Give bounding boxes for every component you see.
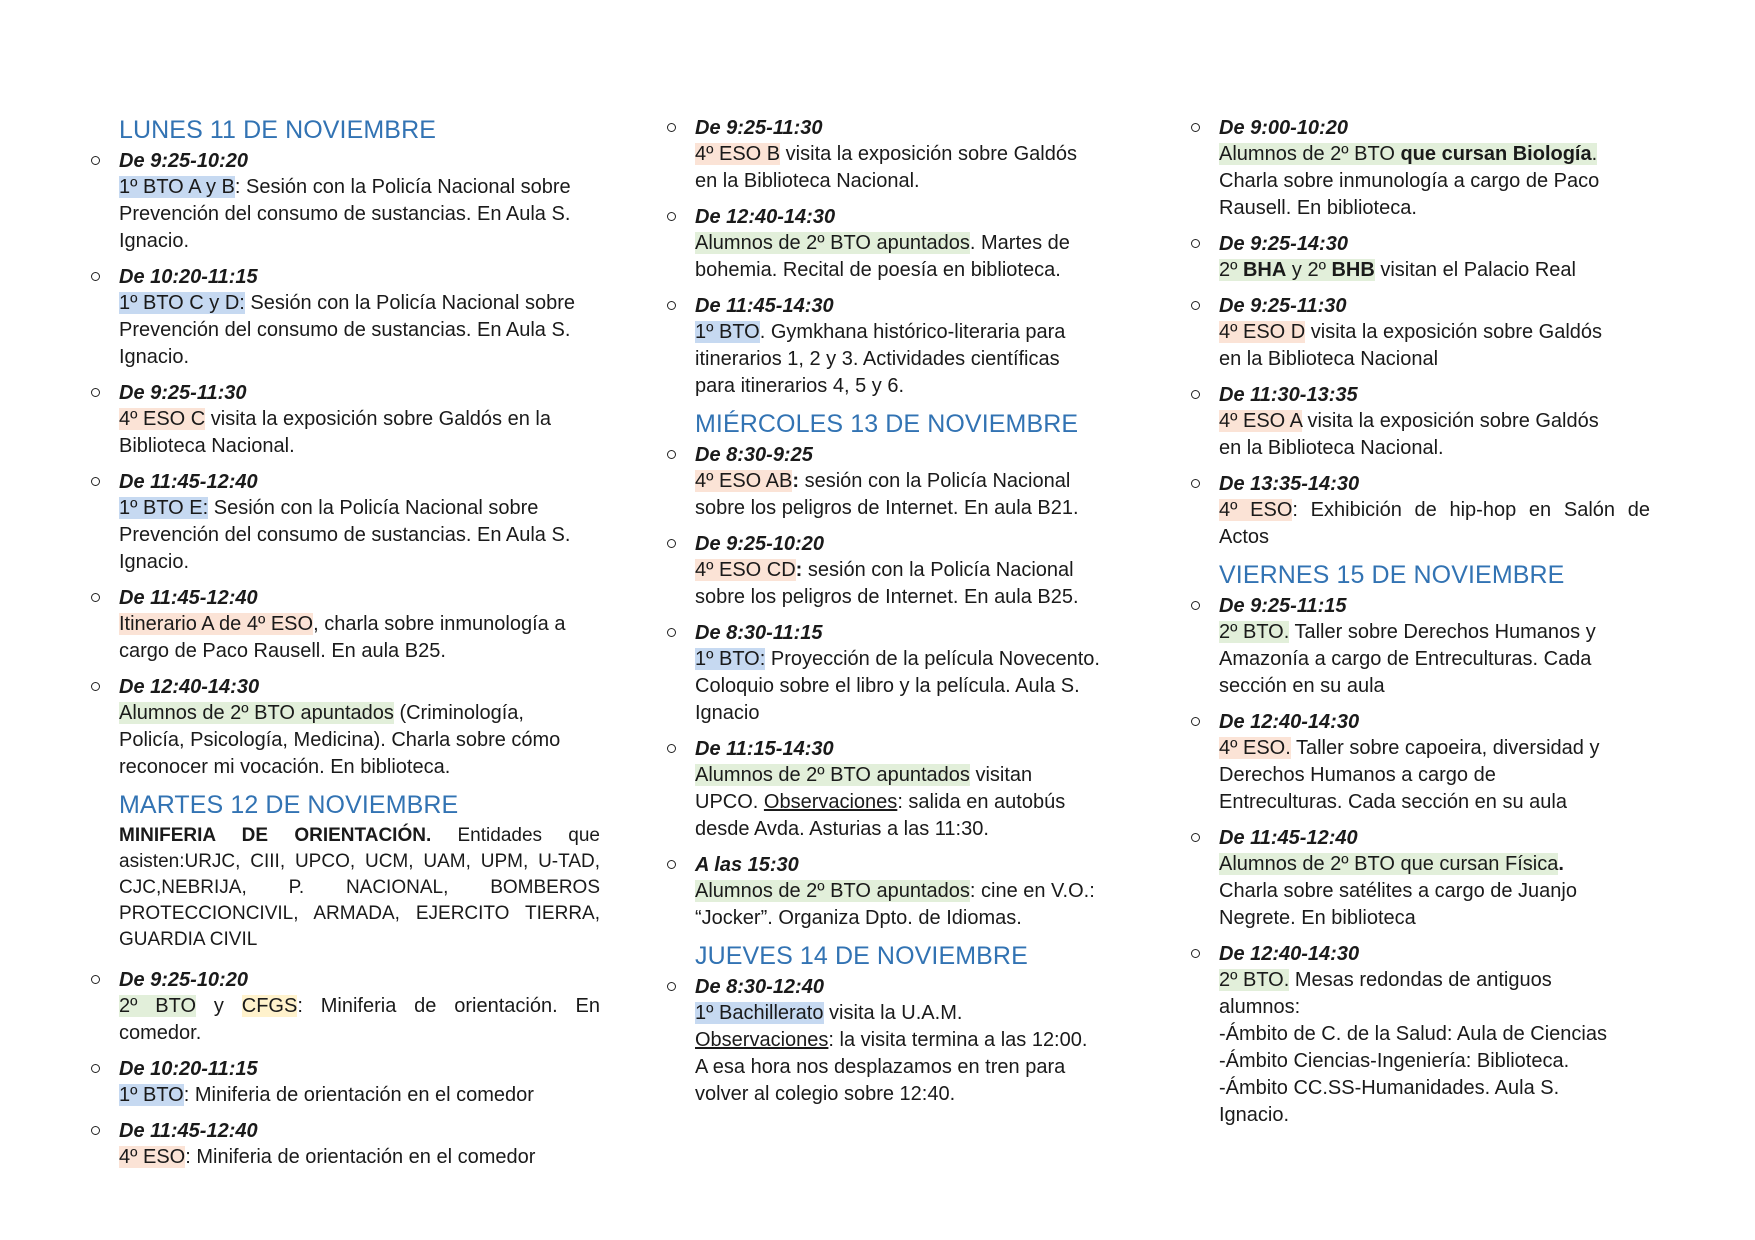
day-heading: LUNES 11 DE NOVIEMBRE	[119, 116, 437, 144]
text-line	[695, 905, 1126, 932]
text-segment: : Exhibición de hip-hop en Salón de Actos	[1219, 499, 1650, 548]
activity-description	[119, 993, 600, 1047]
time-range: De 12:40-14:30	[1219, 711, 1360, 733]
text-line	[119, 433, 600, 460]
text-segment: “Jocker”. Organiza Dpto. de Idiomas.	[695, 907, 1022, 929]
text-segment: : Miniferia de orientación en el comedor	[183, 1084, 534, 1106]
highlighted-group: CFGS	[241, 995, 298, 1017]
text-line	[695, 762, 1126, 789]
text-segment: visita la U.A.M.	[823, 1002, 963, 1024]
highlighted-group: 2º	[1219, 259, 1243, 281]
text-segment: : Sesión con la Policía Nacional sobre	[234, 176, 571, 198]
schedule-item	[664, 204, 1126, 284]
activity-description	[1219, 967, 1650, 1129]
text-segment: visita la exposición sobre Galdós	[1305, 321, 1603, 343]
time-range: De 10:20-11:15	[119, 1058, 258, 1080]
schedule-item	[88, 380, 600, 460]
text-segment: -Ámbito CC.SS-Humanidades. Aula S.	[1219, 1077, 1560, 1099]
text-line	[1219, 1048, 1650, 1075]
activity-description	[119, 174, 600, 255]
text-segment: visita la exposición sobre Galdós	[780, 143, 1077, 165]
hollow-circle-bullet-icon	[91, 593, 100, 602]
underlined-text: Observaciones	[695, 1029, 829, 1051]
text-line	[1219, 1102, 1650, 1129]
hollow-circle-bullet-icon	[1191, 601, 1200, 610]
text-segment: : cine en V.O.:	[969, 880, 1095, 902]
time-range: De 11:30-13:35	[1219, 384, 1358, 406]
schedule-item	[1188, 382, 1650, 462]
text-line	[1219, 878, 1650, 905]
text-segment: UPCO.	[695, 791, 764, 813]
schedule-item	[664, 974, 1126, 1108]
highlighted-group: 1º BTO E:	[119, 497, 209, 519]
time-range: De 13:35-14:30	[1219, 473, 1360, 495]
time-range: De 11:45-14:30	[695, 295, 834, 317]
hollow-circle-bullet-icon	[1191, 949, 1200, 958]
hollow-circle-bullet-icon	[1191, 123, 1200, 132]
text-line	[119, 638, 600, 665]
text-segment: .	[1558, 853, 1564, 875]
text-segment: . Gymkhana histórico-literaria para	[759, 321, 1066, 343]
text-line	[119, 228, 600, 255]
text-segment: Derechos Humanos a cargo de	[1219, 764, 1496, 786]
highlighted-group: Alumnos de 2º BTO apuntados	[695, 764, 970, 786]
hollow-circle-bullet-icon	[1191, 239, 1200, 248]
text-line	[1219, 497, 1650, 551]
time-range: De 11:15-14:30	[695, 738, 834, 760]
activity-description	[1219, 257, 1650, 284]
highlighted-group: y 2º	[1286, 259, 1332, 281]
schedule-item	[88, 967, 600, 1047]
activity-description	[695, 878, 1126, 932]
activity-description	[695, 762, 1126, 843]
text-line	[695, 673, 1126, 700]
text-segment: en la Biblioteca Nacional.	[1219, 437, 1444, 459]
text-line	[695, 700, 1126, 727]
time-range: De 8:30-12:40	[695, 976, 824, 998]
activity-description	[1219, 408, 1650, 462]
text-segment: -Ámbito Ciencias-Ingeniería: Biblioteca.	[1219, 1050, 1570, 1072]
activity-description	[119, 1082, 600, 1109]
activity-description	[695, 557, 1126, 611]
text-segment: Prevención del consumo de sustancias. En Aula S.	[119, 524, 571, 546]
hollow-circle-bullet-icon	[667, 212, 676, 221]
text-line	[1219, 319, 1650, 346]
schedule-item	[88, 469, 600, 576]
text-line	[695, 346, 1126, 373]
hollow-circle-bullet-icon	[91, 156, 100, 165]
column-2	[664, 115, 1126, 1117]
text-segment: cargo de Paco Rausell. En aula B25.	[119, 640, 446, 662]
hollow-circle-bullet-icon	[91, 682, 100, 691]
hollow-circle-bullet-icon	[667, 860, 676, 869]
hollow-circle-bullet-icon	[1191, 833, 1200, 842]
activity-description	[119, 700, 600, 781]
text-line	[1219, 762, 1650, 789]
text-segment: sesión con la Policía Nacional	[799, 470, 1071, 492]
schedule-item	[1188, 709, 1650, 816]
hollow-circle-bullet-icon	[667, 301, 676, 310]
hollow-circle-bullet-icon	[1191, 479, 1200, 488]
text-line	[695, 319, 1126, 346]
schedule-item	[1188, 471, 1650, 551]
text-segment: Sesión con la Policía Nacional sobre	[244, 292, 576, 314]
text-segment: visita la exposición sobre Galdós en la	[205, 408, 551, 430]
highlighted-group: Itinerario A de 4º ESO	[119, 613, 314, 635]
time-range: De 9:25-11:30	[695, 117, 823, 139]
text-line	[1219, 905, 1650, 932]
text-segment: sobre los peligros de Internet. En aula B21.	[695, 497, 1079, 519]
highlighted-group: 2º BTO.	[1219, 969, 1290, 991]
highlighted-group: 4º ESO A	[1219, 410, 1302, 432]
activity-description	[1219, 497, 1650, 551]
text-segment: Ignacio.	[119, 346, 190, 368]
hollow-circle-bullet-icon	[91, 1064, 100, 1073]
text-line	[695, 495, 1126, 522]
text-line	[1219, 1075, 1650, 1102]
schedule-item	[664, 115, 1126, 195]
time-range: De 8:30-9:25	[695, 444, 813, 466]
text-segment: Taller sobre Derechos Humanos y	[1289, 621, 1596, 643]
hollow-circle-bullet-icon	[1191, 390, 1200, 399]
hollow-circle-bullet-icon	[667, 628, 676, 637]
time-range: De 8:30-11:15	[695, 622, 823, 644]
text-segment: Mesas redondas de antiguos	[1289, 969, 1552, 991]
underlined-text: Observaciones	[763, 791, 898, 813]
highlighted-group: 4º ESO CD	[695, 559, 796, 581]
text-segment: sección en su aula	[1219, 675, 1385, 697]
activity-description	[119, 495, 600, 576]
text-line	[1219, 435, 1650, 462]
text-segment: . Martes de	[969, 232, 1070, 254]
text-segment: Charla sobre inmunología a cargo de Paco	[1219, 170, 1600, 192]
text-line	[695, 141, 1126, 168]
text-segment: Entreculturas. Cada sección en su aula	[1219, 791, 1567, 813]
text-line	[1219, 408, 1650, 435]
text-segment: NEBRIJA, P. NACIONAL, BOMBEROS PROTECCION	[119, 877, 600, 924]
text-segment: (Criminología,	[393, 702, 524, 724]
activity-description	[695, 230, 1126, 284]
text-line	[695, 789, 1126, 816]
text-line	[695, 1054, 1126, 1081]
hollow-circle-bullet-icon	[667, 123, 676, 132]
time-range: De 9:25-10:20	[695, 533, 824, 555]
text-line	[119, 611, 600, 638]
time-range: De 9:25-11:15	[1219, 595, 1347, 617]
text-line	[695, 557, 1126, 584]
text-segment: : la visita termina a las 12:00.	[828, 1029, 1088, 1051]
text-segment: para itinerarios 4, 5 y 6.	[695, 375, 904, 397]
text-segment: Prevención del consumo de sustancias. En Aula S.	[119, 203, 571, 225]
text-segment: A esa hora nos desplazamos en tren para	[695, 1056, 1066, 1078]
highlighted-group: 4º ESO	[119, 1146, 186, 1168]
hollow-circle-bullet-icon	[91, 975, 100, 984]
column-3	[1188, 115, 1650, 1138]
activity-description	[695, 468, 1126, 522]
text-line	[695, 230, 1126, 257]
schedule-item	[664, 531, 1126, 611]
text-line	[1219, 257, 1650, 284]
hollow-circle-bullet-icon	[91, 1126, 100, 1135]
text-line	[119, 1082, 600, 1109]
time-range: A las 15:30	[695, 854, 799, 876]
highlighted-group: BHB	[1331, 259, 1375, 281]
activity-description	[119, 406, 600, 460]
time-range: De 9:00-10:20	[1219, 117, 1348, 139]
text-line	[695, 1027, 1126, 1054]
text-segment: Proyección de la película Novecento.	[765, 648, 1100, 670]
highlighted-group: 4º ESO.	[1219, 737, 1291, 759]
text-line	[119, 344, 600, 371]
text-line	[1219, 168, 1650, 195]
text-line	[119, 1144, 600, 1171]
schedule-item	[1188, 293, 1650, 373]
text-segment: : salida en autobús	[897, 791, 1066, 813]
text-segment: Sesión con la Policía Nacional sobre	[208, 497, 539, 519]
time-range: De 11:45-12:40	[119, 1120, 258, 1142]
activity-description	[695, 141, 1126, 195]
schedule-item	[664, 442, 1126, 522]
text-segment: Rausell. En biblioteca.	[1219, 197, 1417, 219]
text-segment: desde Avda. Asturias a las 11:30.	[695, 818, 989, 840]
highlighted-group: 4º ESO C	[119, 408, 206, 430]
highlighted-group: 2º BTO	[119, 995, 197, 1017]
activity-description	[1219, 619, 1650, 700]
text-line	[119, 317, 600, 344]
activity-description	[1219, 141, 1650, 222]
text-line	[695, 878, 1126, 905]
text-segment: , charla sobre inmunología a	[313, 613, 566, 635]
text-line	[695, 646, 1126, 673]
schedule-item	[1188, 825, 1650, 932]
text-segment: MINIFERIA DE ORIENTACIÓN.	[119, 825, 432, 846]
text-line	[119, 549, 600, 576]
text-line	[1219, 789, 1650, 816]
time-range: De 9:25-11:30	[1219, 295, 1347, 317]
text-line	[1219, 646, 1650, 673]
text-segment: Policía, Psicología, Medicina). Charla sobre cómo	[119, 729, 561, 751]
text-segment: bohemia. Recital de poesía en biblioteca.	[695, 259, 1061, 281]
miniferia-intro	[119, 823, 600, 953]
text-line	[695, 816, 1126, 843]
column-1	[88, 115, 600, 1180]
text-segment: en la Biblioteca Nacional.	[695, 170, 920, 192]
text-segment: Negrete. En biblioteca	[1219, 907, 1416, 929]
text-line	[695, 373, 1126, 400]
highlighted-group: 4º ESO D	[1219, 321, 1306, 343]
text-line	[119, 700, 600, 727]
activity-description	[119, 611, 600, 665]
text-line	[1219, 994, 1650, 1021]
text-segment: Ignacio	[695, 702, 760, 724]
text-segment: -Ámbito de C. de la Salud: Aula de Ciencias	[1219, 1023, 1607, 1045]
text-line	[695, 584, 1126, 611]
highlighted-group: 1º BTO A y B	[119, 176, 235, 198]
text-segment: reconocer mi vocación. En biblioteca.	[119, 756, 451, 778]
text-line	[695, 1081, 1126, 1108]
hollow-circle-bullet-icon	[667, 744, 676, 753]
text-line	[1219, 346, 1650, 373]
text-line	[1219, 1021, 1650, 1048]
text-segment: Ignacio.	[119, 551, 190, 573]
text-segment: : Miniferia de orientación en el comedor	[185, 1146, 536, 1168]
activity-description	[1219, 319, 1650, 373]
text-segment: URJC, CIII, UPCO, UCM, UAM, UPM, U-TAD, CJC,	[119, 851, 600, 898]
text-line	[119, 993, 600, 1047]
text-line	[119, 522, 600, 549]
text-line	[1219, 673, 1650, 700]
text-segment: CIVIL, ARMADA, EJERCITO TIERRA, GUARDIA CIVIL	[119, 903, 600, 950]
text-line	[1219, 735, 1650, 762]
text-line	[695, 1000, 1126, 1027]
highlighted-group: 2º BTO.	[1219, 621, 1290, 643]
time-range: De 9:25-10:20	[119, 150, 248, 172]
text-segment: sobre los peligros de Internet. En aula B25.	[695, 586, 1079, 608]
time-range: De 9:25-11:30	[119, 382, 247, 404]
highlighted-group: Alumnos de 2º BTO	[1219, 143, 1401, 165]
text-segment: en la Biblioteca Nacional	[1219, 348, 1439, 370]
text-segment: Taller sobre capoeira, diversidad y	[1290, 737, 1600, 759]
highlighted-group: Alumnos de 2º BTO apuntados	[695, 232, 970, 254]
text-line	[1219, 141, 1650, 168]
text-line	[695, 168, 1126, 195]
time-range: De 11:45-12:40	[119, 471, 258, 493]
activity-description	[1219, 735, 1650, 816]
time-range: De 9:25-14:30	[1219, 233, 1348, 255]
text-segment: visitan el Palacio Real	[1374, 259, 1576, 281]
activity-description	[1219, 851, 1650, 932]
highlighted-group: Alumnos de 2º BTO apuntados	[119, 702, 394, 724]
activity-description	[695, 1000, 1126, 1108]
hollow-circle-bullet-icon	[91, 477, 100, 486]
text-segment: :	[792, 470, 800, 492]
text-segment: Charla sobre satélites a cargo de Juanjo	[1219, 880, 1577, 902]
day-heading: VIERNES 15 DE NOVIEMBRE	[1219, 561, 1565, 589]
schedule-item	[1188, 231, 1650, 284]
highlighted-group: 1º BTO	[695, 321, 760, 343]
schedule-item	[664, 736, 1126, 843]
time-range: De 12:40-14:30	[1219, 943, 1360, 965]
time-range: De 12:40-14:30	[695, 206, 836, 228]
text-segment: Ignacio.	[1219, 1104, 1290, 1126]
text-segment: Amazonía a cargo de Entreculturas. Cada	[1219, 648, 1592, 670]
text-line	[119, 290, 600, 317]
time-range: De 10:20-11:15	[119, 266, 258, 288]
highlighted-group: Alumnos de 2º BTO que cursan Física	[1219, 853, 1559, 875]
text-segment: Biblioteca Nacional.	[119, 435, 295, 457]
text-line	[1219, 619, 1650, 646]
schedule-item	[88, 148, 600, 255]
schedule-item	[1188, 115, 1650, 222]
highlighted-group: 1º Bachillerato	[695, 1002, 824, 1024]
schedule-item	[88, 264, 600, 371]
highlighted-group: BHA	[1242, 259, 1287, 281]
hollow-circle-bullet-icon	[667, 539, 676, 548]
schedule-item	[664, 620, 1126, 727]
text-line	[119, 754, 600, 781]
text-line	[695, 468, 1126, 495]
time-range: De 11:45-12:40	[119, 587, 258, 609]
text-segment: visitan	[969, 764, 1033, 786]
schedule-item	[88, 1056, 600, 1109]
schedule-item	[88, 1118, 600, 1171]
activity-description	[695, 319, 1126, 400]
text-segment: alumnos:	[1219, 996, 1301, 1018]
text-segment: y	[196, 995, 242, 1017]
text-line	[119, 495, 600, 522]
highlighted-group: 1º BTO C y D:	[119, 292, 245, 314]
text-segment: visita la exposición sobre Galdós	[1301, 410, 1599, 432]
activity-description	[119, 290, 600, 371]
day-heading: JUEVES 14 DE NOVIEMBRE	[695, 942, 1028, 970]
time-range: De 9:25-10:20	[119, 969, 248, 991]
highlighted-group: que cursan Biología	[1400, 143, 1592, 165]
text-segment: sesión con la Policía Nacional	[802, 559, 1074, 581]
text-segment: Prevención del consumo de sustancias. En Aula S.	[119, 319, 571, 341]
text-segment: Entidades que asisten:	[119, 825, 600, 872]
text-segment: :	[795, 559, 803, 581]
day-heading: MARTES 12 DE NOVIEMBRE	[119, 791, 459, 819]
activity-description	[695, 646, 1126, 727]
text-segment: Ignacio.	[119, 230, 190, 252]
schedule-item	[664, 293, 1126, 400]
text-line	[119, 727, 600, 754]
text-line	[119, 174, 600, 201]
schedule-item	[1188, 941, 1650, 1129]
highlighted-group: 4º ESO B	[695, 143, 781, 165]
day-heading: MIÉRCOLES 13 DE NOVIEMBRE	[695, 410, 1079, 438]
text-line	[695, 257, 1126, 284]
text-line	[1219, 851, 1650, 878]
text-line	[1219, 195, 1650, 222]
time-range: De 12:40-14:30	[119, 676, 260, 698]
hollow-circle-bullet-icon	[91, 272, 100, 281]
schedule-item	[1188, 593, 1650, 700]
text-line	[1219, 967, 1650, 994]
highlighted-group: .	[1591, 143, 1598, 165]
activity-description	[119, 1144, 600, 1171]
text-segment: volver al colegio sobre 12:40.	[695, 1083, 956, 1105]
highlighted-group: 1º BTO	[119, 1084, 184, 1106]
highlighted-group: 1º BTO:	[695, 648, 766, 670]
hollow-circle-bullet-icon	[1191, 717, 1200, 726]
text-line	[119, 201, 600, 228]
hollow-circle-bullet-icon	[667, 982, 676, 991]
text-segment: : Miniferia de orientación. En comedor.	[119, 995, 600, 1044]
text-segment: Coloquio sobre el libro y la película. Aula S.	[695, 675, 1080, 697]
schedule-item	[664, 852, 1126, 932]
text-line	[119, 406, 600, 433]
highlighted-group: Alumnos de 2º BTO apuntados	[695, 880, 970, 902]
text-segment: itinerarios 1, 2 y 3. Actividades científicas	[695, 348, 1060, 370]
hollow-circle-bullet-icon	[667, 450, 676, 459]
time-range: De 11:45-12:40	[1219, 827, 1358, 849]
highlighted-group: 4º ESO	[1219, 499, 1293, 521]
hollow-circle-bullet-icon	[91, 388, 100, 397]
schedule-item	[88, 585, 600, 665]
hollow-circle-bullet-icon	[1191, 301, 1200, 310]
schedule-item	[88, 674, 600, 781]
highlighted-group: 4º ESO AB	[695, 470, 793, 492]
